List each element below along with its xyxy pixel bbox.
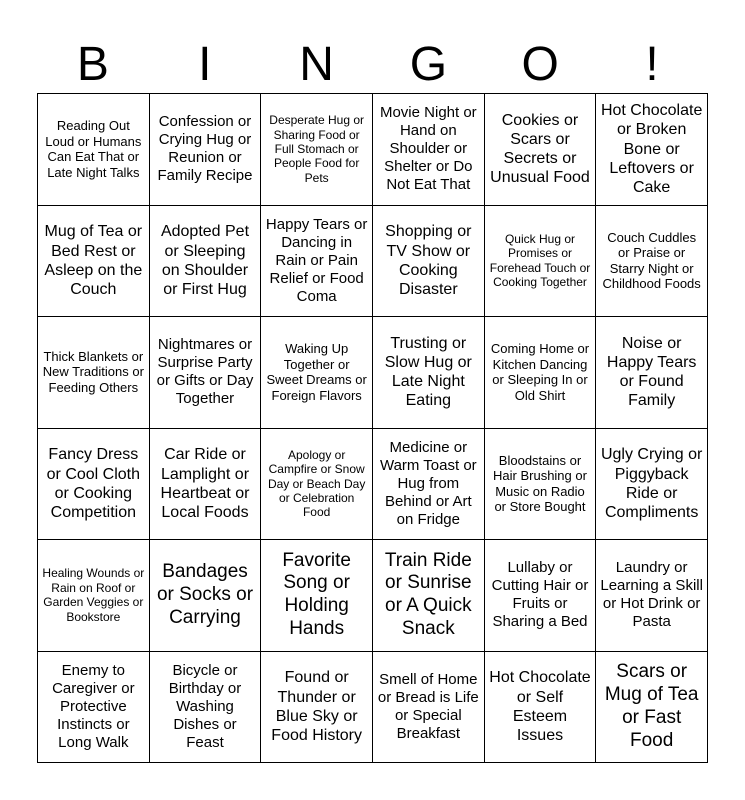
cell-text: Noise or Happy Tears or Found Family bbox=[606, 334, 697, 410]
bingo-header bbox=[37, 36, 708, 94]
cell-text: Favorite Song or Holding Hands bbox=[282, 549, 351, 640]
bingo-cell[interactable] bbox=[596, 206, 708, 318]
bingo-cell[interactable] bbox=[38, 206, 150, 318]
cell-text: Found or Thunder or Blue Sky or Food History bbox=[271, 669, 362, 744]
bingo-cell[interactable] bbox=[485, 94, 597, 206]
header-letter-b: B bbox=[76, 38, 109, 91]
cell-text: Happy Tears or Dancing in Rain or Pain Relief or Food Coma bbox=[265, 215, 368, 305]
cell-text: Medicine or Warm Toast or Hug from Behind or Art on Fridge bbox=[379, 438, 477, 528]
cell-text: Quick Hug or Promises or Forehead Touch or Cooking Together bbox=[489, 231, 591, 290]
bingo-cell[interactable] bbox=[596, 317, 708, 429]
bingo-grid bbox=[37, 93, 708, 763]
bingo-cell[interactable] bbox=[38, 317, 150, 429]
cell-text: Couch Cuddles or Praise or Starry Night or Childhood Foods bbox=[602, 229, 701, 292]
bingo-cell[interactable] bbox=[373, 94, 485, 206]
bingo-cell[interactable] bbox=[38, 94, 150, 206]
cell-text: Waking Up Together or Sweet Dreams or Foreign Flavors bbox=[266, 341, 367, 403]
bingo-cell[interactable] bbox=[596, 94, 708, 206]
cell-text: Mug of Tea or Bed Rest or Asleep on the Couch bbox=[44, 223, 143, 298]
bingo-cell[interactable] bbox=[261, 540, 373, 652]
bingo-cell[interactable] bbox=[373, 206, 485, 318]
cell-text: Adopted Pet or Sleeping on Shoulder or First Hug bbox=[160, 223, 250, 298]
bingo-cell[interactable] bbox=[485, 540, 597, 652]
bingo-cell[interactable] bbox=[596, 429, 708, 541]
cell-text: Ugly Crying or Piggyback Ride or Compliments bbox=[600, 446, 703, 521]
cell-text: Train Ride or Sunrise or A Quick Snack bbox=[384, 549, 472, 640]
cell-text: Bicycle or Birthday or Washing Dishes or Feast bbox=[168, 661, 242, 751]
bingo-cell[interactable] bbox=[150, 317, 262, 429]
cell-text: Car Ride or Lamplight or Heartbeat or Local Foods bbox=[160, 446, 250, 521]
bingo-cell[interactable] bbox=[373, 540, 485, 652]
bingo-cell[interactable] bbox=[485, 206, 597, 318]
bingo-cell[interactable] bbox=[261, 429, 373, 541]
cell-text: Coming Home or Kitchen Dancing or Sleeping In or Old Shirt bbox=[490, 341, 590, 403]
bingo-cell[interactable] bbox=[261, 206, 373, 318]
bingo-cell[interactable] bbox=[261, 317, 373, 429]
bingo-cell[interactable] bbox=[38, 429, 150, 541]
cell-text: Lullaby or Cutting Hair or Fruits or Sharing a Bed bbox=[491, 559, 589, 631]
cell-text: Trusting or Slow Hug or Late Night Eating bbox=[384, 334, 472, 410]
cell-text: Hot Chocolate or Self Esteem Issues bbox=[489, 669, 591, 744]
bingo-cell[interactable] bbox=[485, 652, 597, 764]
bingo-cell[interactable] bbox=[596, 540, 708, 652]
cell-text: Desperate Hug or Sharing Food or Full Stomach or People Food for Pets bbox=[269, 113, 365, 185]
cell-text: Reading Out Loud or Humans Can Eat That or Late Night Talks bbox=[45, 118, 142, 180]
bingo-cell[interactable] bbox=[150, 94, 262, 206]
bingo-cell[interactable] bbox=[261, 652, 373, 764]
bingo-cell[interactable] bbox=[373, 429, 485, 541]
bingo-cell[interactable] bbox=[38, 652, 150, 764]
cell-text: Cookies or Scars or Secrets or Unusual Food bbox=[490, 111, 590, 187]
cell-text: Enemy to Caregiver or Protective Instincts or Long Walk bbox=[52, 661, 135, 751]
cell-text: Fancy Dress or Cool Cloth or Cooking Competition bbox=[46, 446, 141, 521]
cell-text: Apology or Campfire or Snow Day or Beach Day or Celebration Food bbox=[267, 447, 366, 520]
bingo-cell[interactable] bbox=[261, 94, 373, 206]
cell-text: Nightmares or Surprise Party or Gifts or Day Together bbox=[156, 336, 254, 408]
cell-text: Confession or Crying Hug or Reunion or Family Recipe bbox=[157, 113, 253, 185]
bingo-cell[interactable] bbox=[150, 652, 262, 764]
bingo-cell[interactable] bbox=[38, 540, 150, 652]
header-letter-n: N bbox=[299, 38, 334, 91]
cell-text: Laundry or Learning a Skill or Hot Drink or Pasta bbox=[600, 559, 703, 631]
cell-text: Movie Night or Hand on Shoulder or Shelter or Do Not Eat That bbox=[379, 104, 477, 194]
header-letter-o: O bbox=[521, 38, 559, 91]
bingo-cell[interactable] bbox=[150, 540, 262, 652]
bingo-cell[interactable] bbox=[150, 429, 262, 541]
bingo-cell[interactable] bbox=[485, 429, 597, 541]
cell-text: Healing Wounds or Rain on Roof or Garden Veggies or Bookstore bbox=[42, 566, 145, 624]
header-letter-i: I bbox=[198, 38, 212, 91]
cell-text: Bandages or Socks or Carrying bbox=[156, 561, 254, 628]
cell-text: Hot Chocolate or Broken Bone or Leftovers or Cake bbox=[600, 102, 703, 197]
cell-text: Shopping or TV Show or Cooking Disaster bbox=[385, 223, 472, 298]
cell-text: Smell of Home or Bread is Life or Special Breakfast bbox=[377, 670, 479, 742]
bingo-cell[interactable] bbox=[596, 652, 708, 764]
bingo-cell[interactable] bbox=[373, 652, 485, 764]
header-letter-exclamation: ! bbox=[645, 38, 659, 91]
bingo-cell[interactable] bbox=[373, 317, 485, 429]
bingo-cell[interactable] bbox=[485, 317, 597, 429]
cell-text: Thick Blankets or New Traditions or Feeding Others bbox=[42, 348, 144, 396]
cell-text: Scars or Mug of Tea or Fast Food bbox=[604, 661, 699, 751]
bingo-cell[interactable] bbox=[150, 206, 262, 318]
cell-text: Bloodstains or Hair Brushing or Music on Radio or Store Bought bbox=[493, 452, 587, 515]
header-letter-g: G bbox=[409, 38, 448, 91]
